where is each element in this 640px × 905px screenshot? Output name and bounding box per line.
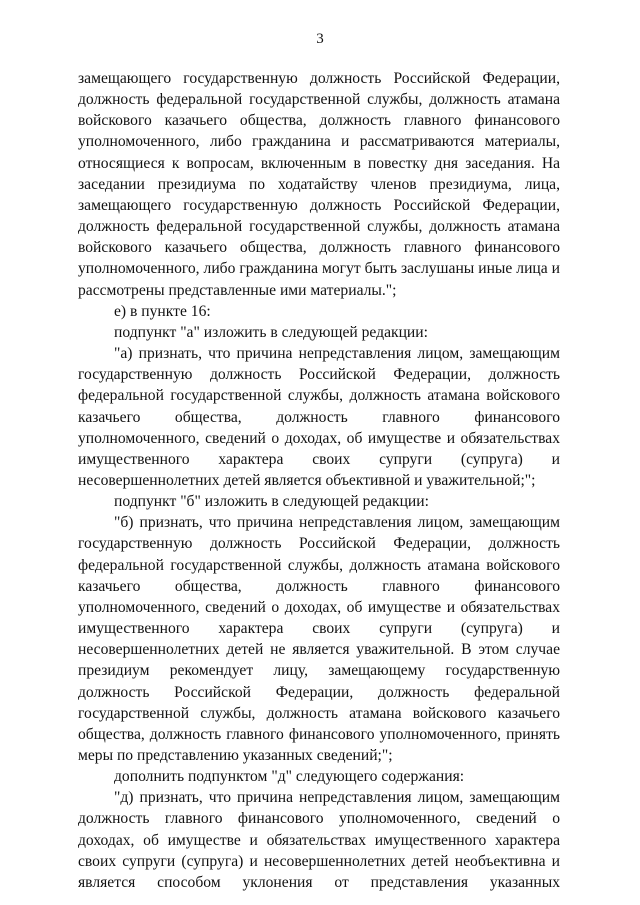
- document-body: [78, 68, 560, 893]
- paragraph-subitem-b-intro: подпункт "б" изложить в следующей редакции:: [114, 493, 429, 511]
- paragraph-continuation: замещающего государственную должность Российской Федерации, должность федеральной государственной службы, должность атамана войскового казачьего общества, должность главного финансового уполномоченного, либо гражданина и рассматриваются материалы, относящиеся к вопросам, включенным в повестку дня заседания. На заседании президиума по ходатайству членов президиума, лица, замещающего государственную должность Российской Федерации, должность федеральной государственной службы, должность атамана войскового казачьего общества, должность главного финансового уполномоченного, либо гражданина могут быть заслушаны иные лица и рассмотрены представленные ими материалы.";: [78, 70, 560, 299]
- paragraph-subitem-b-text: "б) признать, что причина непредставления лицом, замещающим государственную должность Российской Федерации, должность федеральной государственной службы, должность атамана войскового казачьего общества, должность главного финансового уполномоченного, сведений о доходах, об имуществе и обязательствах имущественного характера своих супруги (супруга) и несовершеннолетних детей не является уважительной. В этом случае президиум рекомендует лицу, замещающему государственную должность Российской Федерации, должность федеральной государственной службы, должность атамана войскового казачьего общества, должность главного финансового уполномоченного, принять меры по представлению указанных сведений;";: [78, 514, 560, 764]
- paragraph-subitem-d-intro: дополнить подпунктом "д" следующего содержания:: [114, 768, 465, 786]
- paragraph-subitem-a-intro: подпункт "а" изложить в следующей редакции:: [114, 323, 428, 341]
- paragraph-subitem-a-text: "а) признать, что причина непредставления лицом, замещающим государственную должность Российской Федерации, должность федеральной государственной службы, должность атамана войскового казачьего общества, должность главного финансового уполномоченного, сведений о доходах, об имуществе и обязательствах имущественного характера своих супруги (супруга) и несовершеннолетних детей является объективной и уважительной;";: [78, 345, 560, 489]
- paragraph-item-e: е) в пункте 16:: [114, 302, 211, 320]
- page-number: 3: [316, 31, 324, 47]
- paragraph-subitem-d-text: "д) признать, что причина непредставления лицом, замещающим должность главного финансового уполномоченного, сведений о доходах, об имуществе и обязательствах имущественного характера своих супруги (супруга) и несовершеннолетних детей необъективна и является способом уклонения от представления указанных: [78, 789, 560, 891]
